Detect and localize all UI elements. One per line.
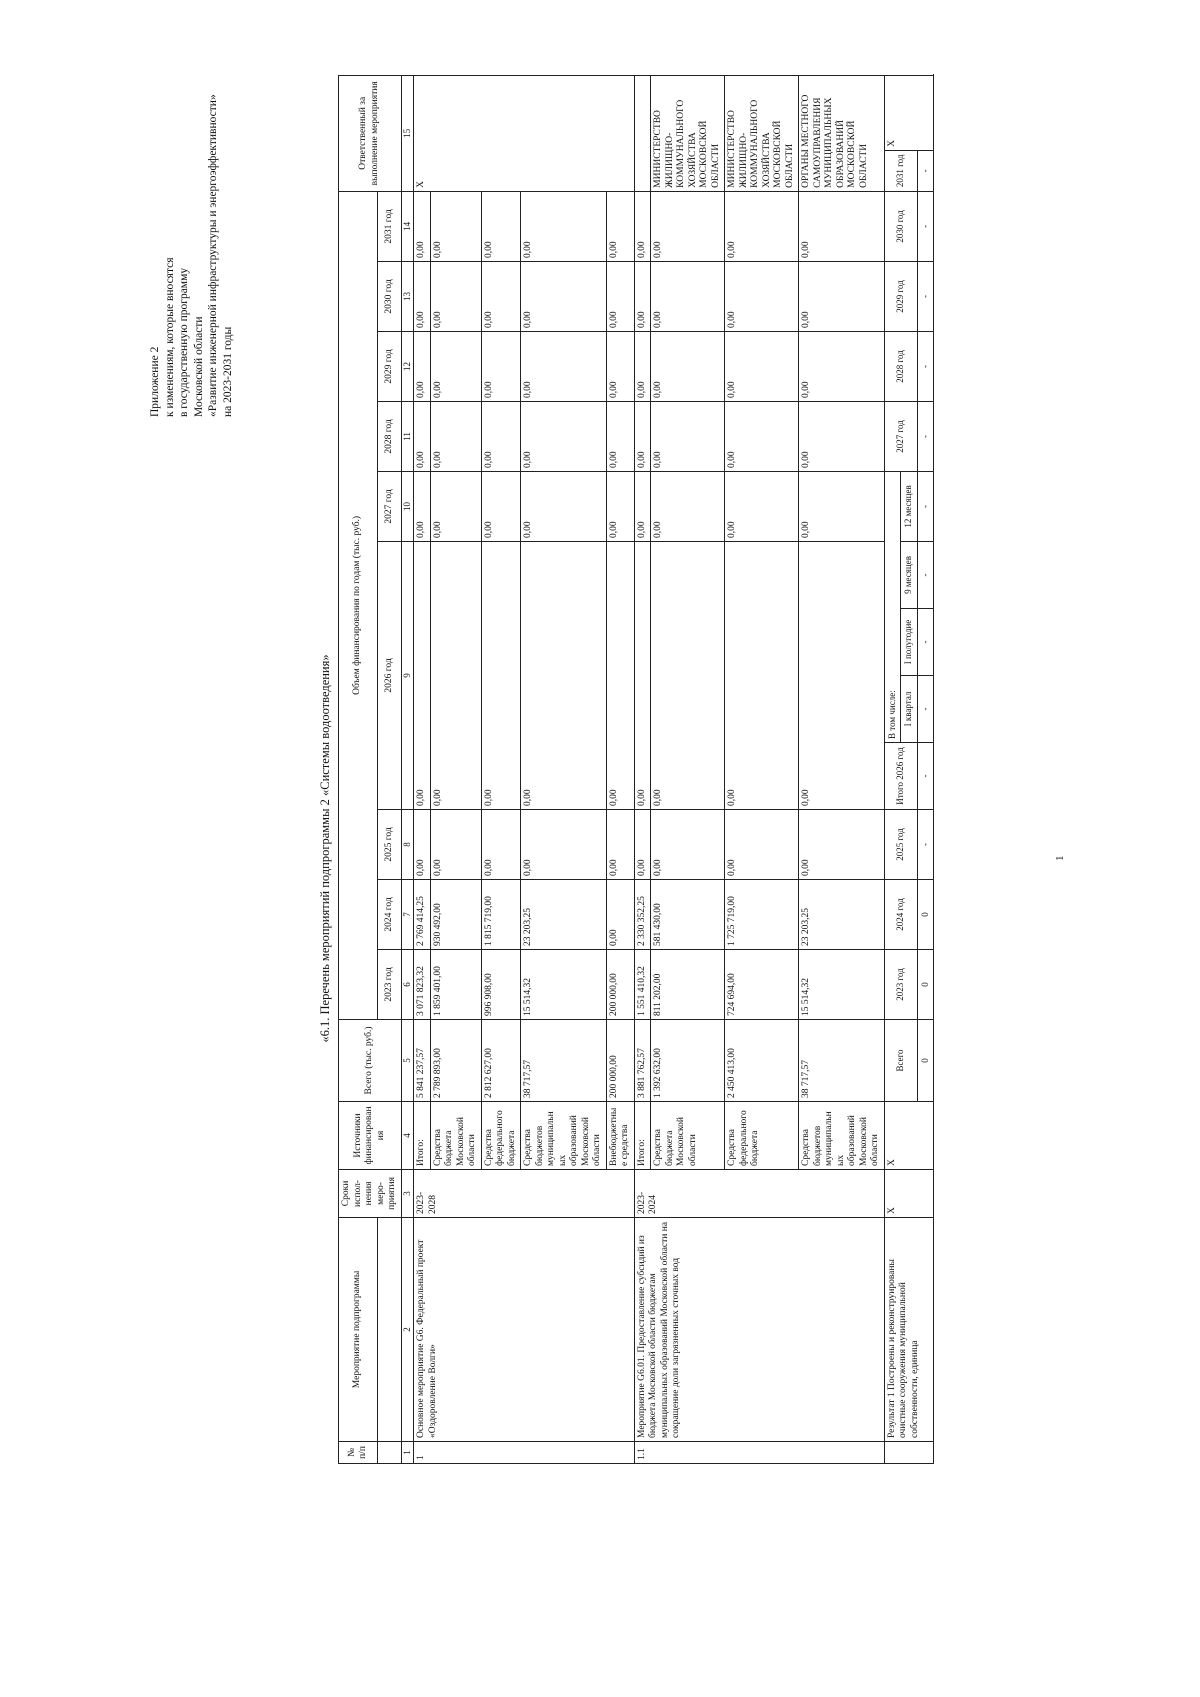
header-row — [339, 75, 378, 1463]
result-value: - — [917, 261, 934, 331]
appendix-line: в государственную программу — [178, 267, 190, 417]
value-cell: 0,00 — [481, 541, 521, 809]
value-cell: 0,00 — [799, 471, 885, 541]
main-event-name: Основное мероприятие G6. Федеральный проект «Оздоровление Волги» — [414, 1217, 635, 1441]
value-cell: 724 694,00 — [725, 949, 799, 1019]
result-value: 0 — [917, 1019, 934, 1101]
result-header: I полугодие — [901, 608, 918, 675]
value-cell: 0,00 — [634, 471, 651, 541]
result-header: 12 месяцев — [901, 471, 918, 541]
result-header: 9 месяцев — [901, 541, 918, 608]
header-measure: Мероприятие подпрограммы — [339, 1217, 378, 1441]
value-cell: 0,00 — [430, 809, 481, 879]
result-value: - — [917, 150, 934, 191]
value-cell: 0,00 — [606, 879, 634, 949]
row-num: 1.1 — [634, 1442, 884, 1464]
value-cell: 0,00 — [481, 809, 521, 879]
value-cell: 1 392 632,00 — [651, 1019, 725, 1101]
result-header: Итого 2026 год — [884, 742, 917, 809]
value-cell: 23 203,25 — [799, 879, 885, 949]
responsible-cell — [634, 75, 651, 191]
column-number: 6 — [401, 949, 414, 1019]
header-responsible: Ответственный за выполнение мероприятия — [339, 75, 402, 191]
source-cell: Средства бюджета Московской области — [430, 1101, 481, 1169]
result-header: 2023 год — [884, 949, 917, 1019]
result-source: X — [884, 1101, 934, 1169]
result-header: В том числе: — [884, 471, 901, 742]
result-value: - — [917, 401, 934, 471]
value-cell: 3 071 823,32 — [414, 949, 431, 1019]
result-value: - — [917, 191, 934, 261]
value-cell: 15 514,32 — [521, 949, 607, 1019]
value-cell: 0,00 — [651, 401, 725, 471]
value-cell: 2 789 893,00 — [430, 1019, 481, 1101]
sub-event-name: Мероприятие G6.01. Предоставление субсидий из бюджета Московской области бюджетам муниципальных образований Московской области на сокращение доли загрязненных сточных вод — [634, 1217, 884, 1441]
value-cell: 0,00 — [725, 261, 799, 331]
value-cell: 0,00 — [725, 191, 799, 261]
value-cell: 0,00 — [430, 541, 481, 809]
value-cell: 1 815 719,00 — [481, 879, 521, 949]
source-cell: Внебюджетные средства — [606, 1101, 634, 1169]
value-cell: 0,00 — [799, 261, 885, 331]
value-cell: 0,00 — [430, 261, 481, 331]
header-year: 2023 год — [378, 949, 401, 1019]
value-cell: 23 203,25 — [521, 879, 607, 949]
result-value: 0 — [917, 879, 934, 949]
result-value: - — [917, 608, 934, 675]
value-cell: 0,00 — [725, 331, 799, 401]
value-cell: 930 492,00 — [430, 879, 481, 949]
responsible-cell: МИНИСТЕРСТВО ЖИЛИЩНО-КОММУНАЛЬНОГО ХОЗЯЙСТВА МОСКОВСКОЙ ОБЛАСТИ — [651, 75, 725, 191]
column-number: 15 — [401, 75, 414, 191]
result-value: 0 — [917, 949, 934, 1019]
value-cell: 3 881 762,57 — [634, 1019, 651, 1101]
header-year: 2026 год — [378, 541, 401, 809]
result-header: 2025 год — [884, 809, 917, 879]
value-cell: 2 450 413,00 — [725, 1019, 799, 1101]
value-cell: 0,00 — [521, 809, 607, 879]
value-cell: 0,00 — [521, 191, 607, 261]
main-event-terms: 2023-2028 — [414, 1169, 635, 1217]
table-row — [414, 75, 431, 1463]
source-cell: Средства федерального бюджета — [481, 1101, 521, 1169]
source-cell: Средства федерального бюджета — [725, 1101, 799, 1169]
column-number: 8 — [401, 809, 414, 879]
header-year: 2028 год — [378, 401, 401, 471]
value-cell: 0,00 — [414, 471, 431, 541]
value-cell: 0,00 — [606, 331, 634, 401]
result-header: 2027 год — [884, 401, 917, 471]
result-responsible: X — [884, 75, 934, 150]
value-cell: 0,00 — [521, 541, 607, 809]
result-value: - — [917, 331, 934, 401]
value-cell: 0,00 — [414, 191, 431, 261]
header-year: 2030 год — [378, 261, 401, 331]
value-cell: 0,00 — [799, 191, 885, 261]
source-cell: Итого: — [414, 1101, 431, 1169]
value-cell: 0,00 — [414, 809, 431, 879]
result-header: 2031 год — [884, 150, 917, 191]
value-cell: 0,00 — [634, 191, 651, 261]
value-cell: 0,00 — [606, 191, 634, 261]
column-number: 14 — [401, 191, 414, 261]
value-cell: 0,00 — [521, 331, 607, 401]
result-terms: X — [884, 1169, 934, 1217]
value-cell: 0,00 — [634, 809, 651, 879]
column-number: 10 — [401, 471, 414, 541]
section-title: «6.1. Перечень мероприятий подпрограммы 2 «Системы водоотведения» — [318, 654, 332, 1043]
column-number: 3 — [401, 1169, 414, 1217]
value-cell: 0,00 — [414, 331, 431, 401]
result-header: 2030 год — [884, 191, 917, 261]
value-cell: 0,00 — [799, 809, 885, 879]
value-cell: 38 717,57 — [799, 1019, 885, 1101]
column-number: 13 — [401, 261, 414, 331]
result-value: - — [917, 541, 934, 608]
value-cell: 996 908,00 — [481, 949, 521, 1019]
value-cell: 1 725 719,00 — [725, 879, 799, 949]
value-cell: 0,00 — [430, 331, 481, 401]
result-value: - — [917, 471, 934, 541]
result-value: - — [917, 809, 934, 879]
value-cell: 0,00 — [799, 401, 885, 471]
value-cell: 0,00 — [430, 471, 481, 541]
appendix-header — [148, 94, 235, 417]
value-cell: 0,00 — [651, 471, 725, 541]
value-cell: 0,00 — [521, 401, 607, 471]
result-value: - — [917, 742, 934, 809]
value-cell: 0,00 — [430, 191, 481, 261]
value-cell: 0,00 — [799, 541, 885, 809]
appendix-line: к изменениям, которые вносятся — [163, 257, 176, 417]
value-cell: 0,00 — [725, 401, 799, 471]
value-cell: 0,00 — [481, 331, 521, 401]
column-number: 2 — [401, 1217, 414, 1441]
header-year: 2031 год — [378, 191, 401, 261]
responsible-cell: ОРГАНЫ МЕСТНОГО САМОУПРАВЛЕНИЯ МУНИЦИПАЛЬНЫХ ОБРАЗОВАНИЙ МОСКОВСКОЙ ОБЛАСТИ — [799, 75, 885, 191]
value-cell: 0,00 — [481, 471, 521, 541]
value-cell: 0,00 — [634, 331, 651, 401]
value-cell: 15 514,32 — [799, 949, 885, 1019]
value-cell: 811 202,00 — [651, 949, 725, 1019]
header-year: 2029 год — [378, 331, 401, 401]
column-number: 4 — [401, 1101, 414, 1169]
header-year: 2024 год — [378, 879, 401, 949]
value-cell: 0,00 — [606, 261, 634, 331]
value-cell: 0,00 — [481, 191, 521, 261]
value-cell: 200 000,00 — [606, 949, 634, 1019]
value-cell: 0,00 — [651, 809, 725, 879]
value-cell: 0,00 — [521, 261, 607, 331]
result-header: 2029 год — [884, 261, 917, 331]
value-cell: 581 430,00 — [651, 879, 725, 949]
value-cell: 0,00 — [634, 401, 651, 471]
header-volume: Объем финансирования по годам (тыс. руб.) — [339, 191, 378, 1019]
result-header: 2024 год — [884, 879, 917, 949]
sub-event-terms: 2023-2024 — [634, 1169, 884, 1217]
value-cell: 0,00 — [634, 541, 651, 809]
value-cell: 0,00 — [651, 331, 725, 401]
result-header: 2028 год — [884, 331, 917, 401]
result-value: - — [917, 675, 934, 742]
value-cell: 38 717,57 — [521, 1019, 607, 1101]
value-cell: 0,00 — [606, 471, 634, 541]
column-number: 7 — [401, 879, 414, 949]
appendix-line: Московской области — [192, 316, 205, 417]
value-cell: 1 859 401,00 — [430, 949, 481, 1019]
row-num: 1 — [414, 1442, 635, 1464]
value-cell: 0,00 — [414, 541, 431, 809]
result-name: Результат 1 Построены и реконструированы очистные сооружения муниципальной собственности, единица — [884, 1217, 934, 1441]
value-cell: 5 841 237,57 — [414, 1019, 431, 1101]
result-header-row — [884, 75, 901, 1463]
column-numbers-row — [401, 75, 414, 1463]
value-cell: 2 769 414,25 — [414, 879, 431, 949]
source-cell: Средства бюджетов муниципальных образований Московской области — [521, 1101, 607, 1169]
header-total: Всего (тыс. руб.) — [339, 1019, 402, 1101]
value-cell: 0,00 — [481, 401, 521, 471]
value-cell: 0,00 — [725, 809, 799, 879]
value-cell: 2 812 627,00 — [481, 1019, 521, 1101]
value-cell: 0,00 — [606, 809, 634, 879]
header-year: 2025 год — [378, 809, 401, 879]
value-cell: 0,00 — [651, 541, 725, 809]
value-cell: 0,00 — [634, 261, 651, 331]
appendix-line: «Развитие инженерной инфраструктуры и энергоэффективности» — [207, 94, 219, 417]
value-cell: 0,00 — [606, 401, 634, 471]
value-cell: 0,00 — [651, 261, 725, 331]
header-terms: Сроки испол-нения меро-приятия — [339, 1169, 402, 1217]
column-number: 9 — [401, 541, 414, 809]
appendix-line: Приложение 2 — [149, 346, 161, 417]
value-cell: 0,00 — [799, 331, 885, 401]
responsible-cell: МИНИСТЕРСТВО ЖИЛИЩНО-КОММУНАЛЬНОГО ХОЗЯЙСТВА МОСКОВСКОЙ ОБЛАСТИ — [725, 75, 799, 191]
responsible-cell: X — [414, 75, 635, 191]
measures-table — [338, 75, 934, 1464]
value-cell: 0,00 — [606, 541, 634, 809]
result-header: Всего — [884, 1019, 917, 1101]
result-header: I квартал — [901, 675, 918, 742]
header-years-row — [378, 75, 401, 1463]
header-year: 2027 год — [378, 471, 401, 541]
source-cell: Средства бюджета Московской области — [651, 1101, 725, 1169]
value-cell: 0,00 — [521, 471, 607, 541]
table-row — [634, 75, 651, 1463]
value-cell: 0,00 — [414, 401, 431, 471]
source-cell: Итого: — [634, 1101, 651, 1169]
header-sources: Источники финансирования — [339, 1101, 402, 1169]
value-cell: 0,00 — [725, 541, 799, 809]
column-number: 1 — [401, 1442, 414, 1464]
column-number: 11 — [401, 401, 414, 471]
header-num: № п/п — [339, 1442, 378, 1464]
value-cell: 0,00 — [414, 261, 431, 331]
value-cell: 0,00 — [725, 471, 799, 541]
column-number: 5 — [401, 1019, 414, 1101]
appendix-line: на 2023-2031 годы — [221, 326, 234, 417]
value-cell: 200 000,00 — [606, 1019, 634, 1101]
value-cell: 1 551 410,32 — [634, 949, 651, 1019]
value-cell: 0,00 — [481, 261, 521, 331]
page-number: 1 — [1054, 855, 1066, 861]
column-number: 12 — [401, 331, 414, 401]
source-cell: Средства бюджетов муниципальных образований Московской области — [799, 1101, 885, 1169]
value-cell: 2 330 352,25 — [634, 879, 651, 949]
value-cell: 0,00 — [430, 401, 481, 471]
value-cell: 0,00 — [651, 191, 725, 261]
